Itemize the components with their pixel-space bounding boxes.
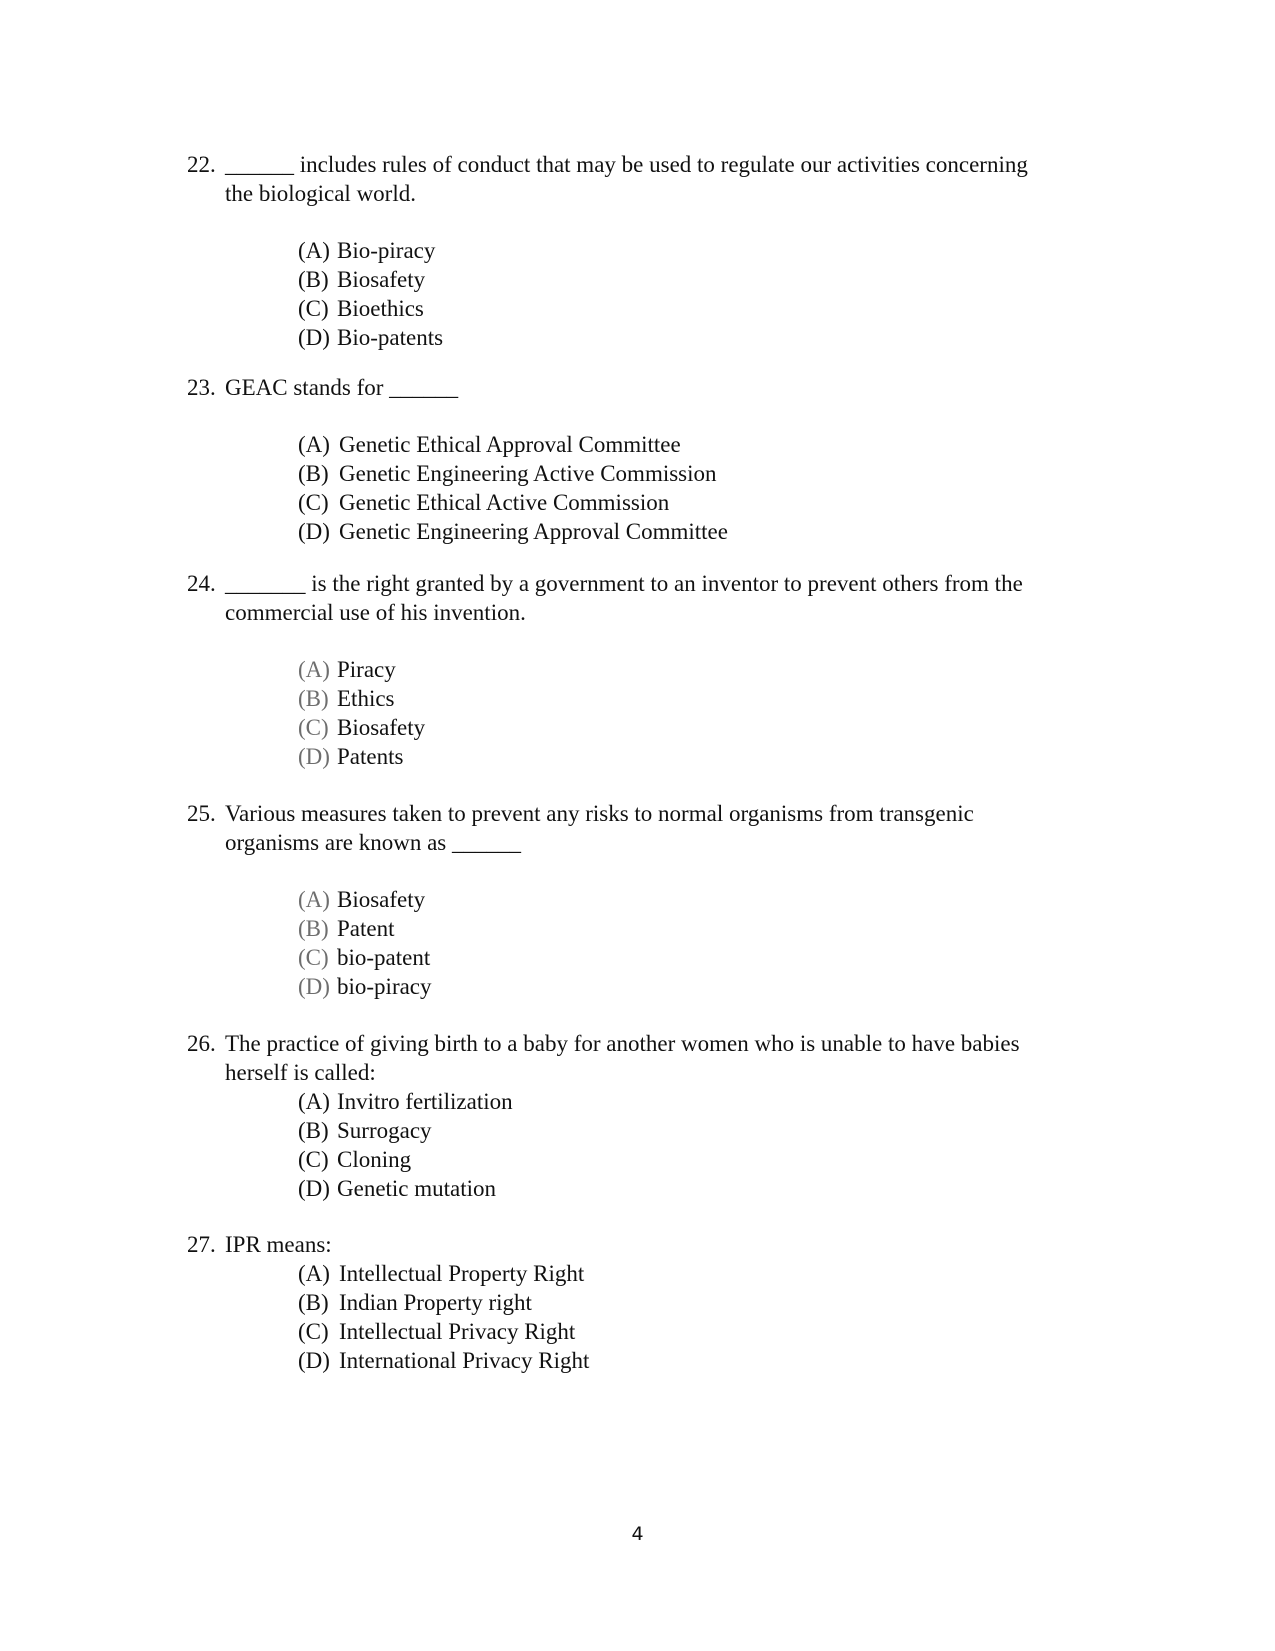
option-letter: (C) bbox=[298, 945, 329, 970]
option-text: Piracy bbox=[337, 657, 396, 682]
option-text: International Privacy Right bbox=[339, 1348, 590, 1373]
option-d bbox=[298, 517, 728, 546]
option-text: Genetic Engineering Approval Committee bbox=[339, 519, 728, 544]
option-b bbox=[298, 265, 443, 294]
option-letter: (C) bbox=[298, 490, 329, 515]
option-letter: (B) bbox=[298, 686, 329, 711]
question-24 bbox=[187, 569, 1107, 627]
option-d bbox=[298, 1346, 589, 1375]
question-text-continued: herself is called: bbox=[225, 1060, 376, 1085]
option-d bbox=[298, 742, 425, 771]
option-letter: (D) bbox=[298, 325, 330, 350]
option-text: Genetic mutation bbox=[337, 1176, 497, 1201]
option-letter: (B) bbox=[298, 1290, 329, 1315]
option-text: Intellectual Property Right bbox=[339, 1261, 585, 1286]
option-c bbox=[298, 713, 425, 742]
option-letter: (B) bbox=[298, 461, 329, 486]
option-c bbox=[298, 1317, 589, 1346]
option-b bbox=[298, 914, 432, 943]
question-text: ______ includes rules of conduct that may be used to regulate our activities concerning bbox=[225, 152, 1028, 177]
question-25 bbox=[187, 799, 1107, 857]
options-26 bbox=[298, 1087, 513, 1203]
option-text: bio-piracy bbox=[337, 974, 432, 999]
page-number: 4 bbox=[631, 1523, 644, 1545]
option-letter: (D) bbox=[298, 519, 330, 544]
options-27 bbox=[298, 1259, 589, 1375]
option-text: Biosafety bbox=[337, 887, 426, 912]
option-letter: (A) bbox=[298, 238, 330, 263]
option-text: Ethics bbox=[337, 686, 395, 711]
option-text: Indian Property right bbox=[339, 1290, 532, 1315]
question-text-continued: commercial use of his invention. bbox=[225, 600, 526, 625]
question-number: 22. bbox=[187, 152, 216, 177]
question-text: GEAC stands for ______ bbox=[225, 375, 459, 400]
question-text: The practice of giving birth to a baby for another women who is unable to have babies bbox=[225, 1031, 1020, 1056]
option-c bbox=[298, 943, 432, 972]
option-letter: (A) bbox=[298, 1089, 330, 1114]
option-b bbox=[298, 1288, 589, 1317]
option-text: Biosafety bbox=[337, 715, 426, 740]
option-b bbox=[298, 459, 728, 488]
option-a bbox=[298, 1087, 513, 1116]
question-number: 27. bbox=[187, 1232, 216, 1257]
question-number: 26. bbox=[187, 1031, 216, 1056]
question-23 bbox=[187, 373, 1107, 402]
option-d bbox=[298, 323, 443, 352]
question-number: 23. bbox=[187, 375, 216, 400]
options-25 bbox=[298, 885, 432, 1001]
option-text: Surrogacy bbox=[337, 1118, 432, 1143]
option-letter: (A) bbox=[298, 887, 330, 912]
question-number: 25. bbox=[187, 801, 216, 826]
option-a bbox=[298, 236, 443, 265]
option-letter: (B) bbox=[298, 1118, 329, 1143]
option-text: Bioethics bbox=[337, 296, 424, 321]
question-27 bbox=[187, 1230, 1107, 1259]
options-24 bbox=[298, 655, 425, 771]
question-text: IPR means: bbox=[225, 1232, 332, 1257]
options-23 bbox=[298, 430, 728, 546]
option-d bbox=[298, 1174, 513, 1203]
option-letter: (C) bbox=[298, 1147, 329, 1172]
option-text: Cloning bbox=[337, 1147, 412, 1172]
option-d bbox=[298, 972, 432, 1001]
option-letter: (D) bbox=[298, 974, 330, 999]
option-a bbox=[298, 885, 432, 914]
option-text: Patent bbox=[337, 916, 395, 941]
question-text-continued: the biological world. bbox=[225, 181, 416, 206]
option-c bbox=[298, 1145, 513, 1174]
option-a bbox=[298, 1259, 589, 1288]
option-letter: (C) bbox=[298, 296, 329, 321]
option-a bbox=[298, 430, 728, 459]
question-number: 24. bbox=[187, 571, 216, 596]
option-text: Invitro fertilization bbox=[337, 1089, 513, 1114]
option-a bbox=[298, 655, 425, 684]
option-text: Intellectual Privacy Right bbox=[339, 1319, 576, 1344]
option-text: Bio-patents bbox=[337, 325, 444, 350]
question-text: _______ is the right granted by a government to an inventor to prevent others from the bbox=[225, 571, 1023, 596]
option-letter: (C) bbox=[298, 715, 329, 740]
options-22 bbox=[298, 236, 443, 352]
option-letter: (A) bbox=[298, 432, 330, 457]
option-b bbox=[298, 1116, 513, 1145]
option-text: Genetic Engineering Active Commission bbox=[339, 461, 717, 486]
question-text: Various measures taken to prevent any risks to normal organisms from transgenic bbox=[225, 801, 974, 826]
question-22 bbox=[187, 150, 1107, 208]
option-c bbox=[298, 488, 728, 517]
option-letter: (C) bbox=[298, 1319, 329, 1344]
option-letter: (D) bbox=[298, 744, 330, 769]
option-text: Genetic Ethical Active Commission bbox=[339, 490, 670, 515]
option-letter: (D) bbox=[298, 1176, 330, 1201]
option-c bbox=[298, 294, 443, 323]
option-letter: (D) bbox=[298, 1348, 330, 1373]
option-text: Patents bbox=[337, 744, 404, 769]
option-text: Biosafety bbox=[337, 267, 426, 292]
option-b bbox=[298, 684, 425, 713]
question-text-continued: organisms are known as ______ bbox=[225, 830, 521, 855]
option-letter: (A) bbox=[298, 1261, 330, 1286]
option-letter: (A) bbox=[298, 657, 330, 682]
option-letter: (B) bbox=[298, 916, 329, 941]
option-letter: (B) bbox=[298, 267, 329, 292]
option-text: Genetic Ethical Approval Committee bbox=[339, 432, 681, 457]
question-26 bbox=[187, 1029, 1107, 1087]
option-text: Bio-piracy bbox=[337, 238, 436, 263]
option-text: bio-patent bbox=[337, 945, 431, 970]
